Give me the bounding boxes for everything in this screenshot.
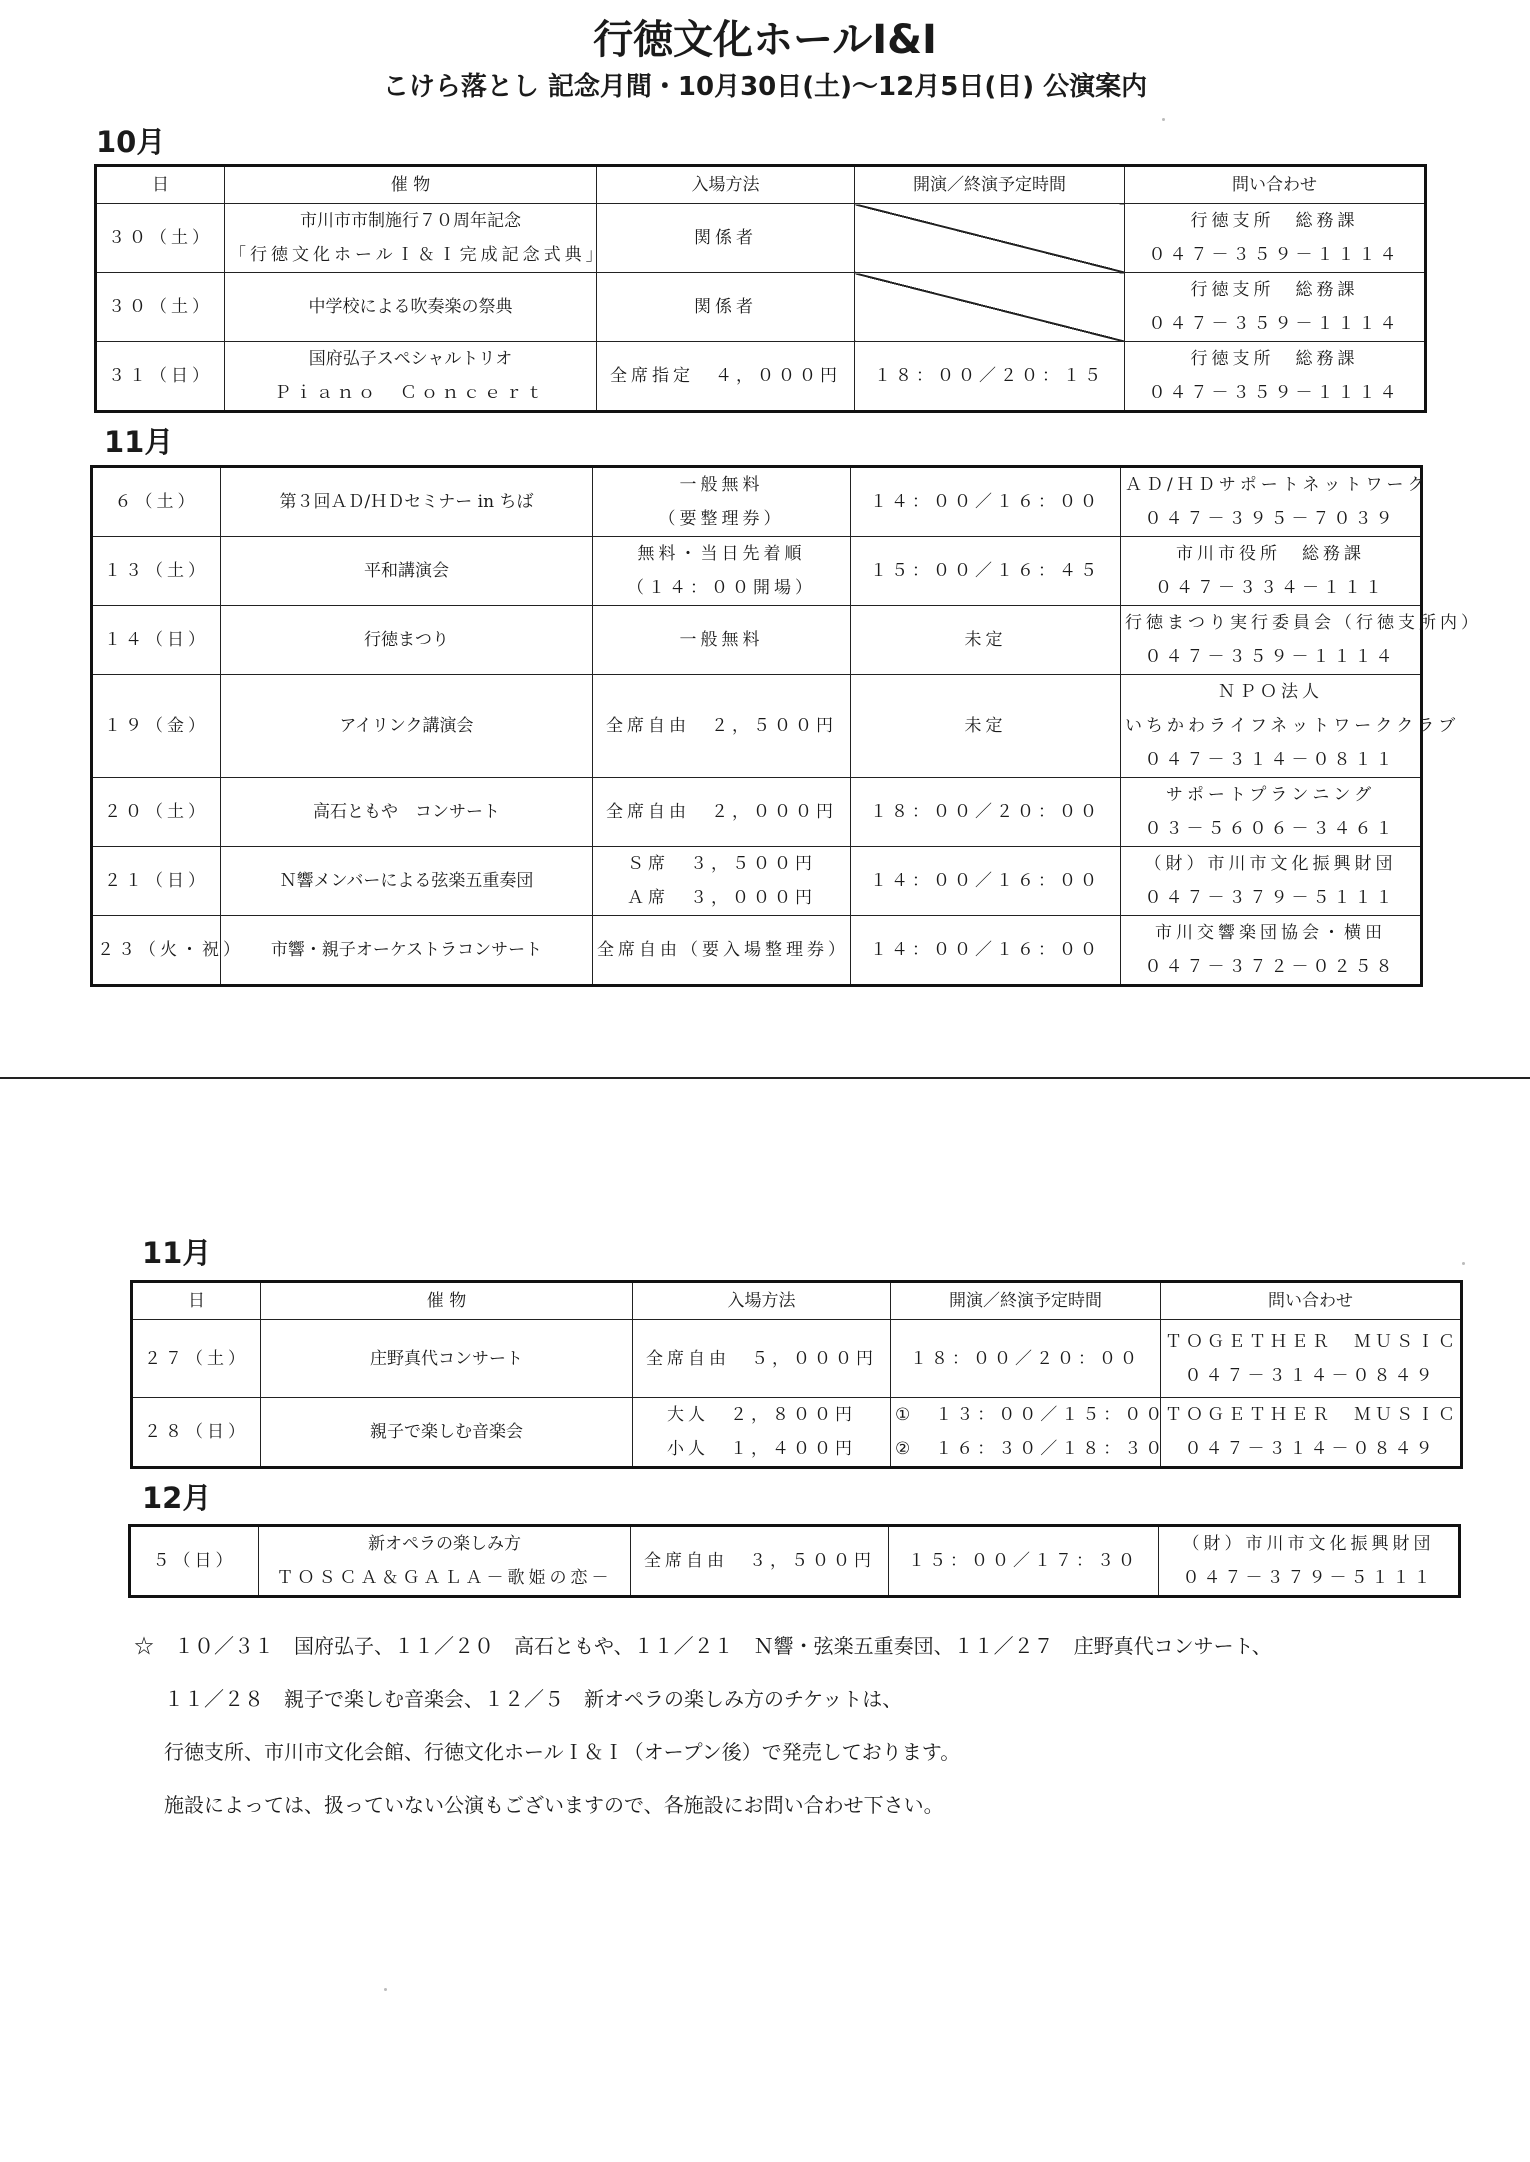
admission-cell	[593, 778, 851, 847]
time-line: 未定	[964, 630, 1007, 650]
time-cell	[851, 778, 1121, 847]
contact-line: （財）市川市文化振興財団	[1182, 1534, 1435, 1554]
schedule-table-november-continued	[130, 1280, 1463, 1469]
time-line: １８：００／２０：００	[910, 1348, 1141, 1369]
event-cell	[225, 204, 607, 273]
event-line: 平和講演会	[364, 561, 449, 581]
header-time: 開演／終演予定時間	[855, 166, 1125, 204]
time-cell	[855, 273, 1125, 342]
date-cell: ２０（土）	[92, 778, 221, 847]
header-admission: 入場方法	[597, 166, 855, 204]
contact-line: 行徳まつり実行委員会（行徳支所内）	[1125, 613, 1482, 633]
header-event: 催 物	[225, 166, 597, 204]
contact-line: ０４７－３３４－１１１	[1155, 578, 1386, 598]
page-title: 行徳文化ホールI&I	[593, 17, 937, 63]
event-cell	[221, 606, 593, 675]
table-row	[92, 537, 1422, 606]
time-line: ① １３：００／１５：００	[895, 1405, 1167, 1425]
time-cell	[851, 847, 1121, 916]
event-line: 新オペラの楽しみ方	[368, 1534, 521, 1554]
date-cell: ２７（土）	[132, 1320, 261, 1398]
admission-line: 関係者	[694, 297, 757, 317]
admission-line: 無料・当日先着順	[637, 544, 806, 564]
date-cell: １３（土）	[92, 537, 221, 606]
date-cell: １４（日）	[92, 606, 221, 675]
event-line: 第３回ＡＤ/ＨＤセミナー in ちば	[279, 492, 534, 512]
table-row	[130, 1526, 1460, 1597]
admission-cell	[631, 1526, 889, 1597]
contact-cell	[1121, 467, 1429, 537]
time-cell	[851, 467, 1121, 537]
scan-speck	[384, 1988, 387, 1991]
table-row	[96, 342, 1426, 412]
event-cell	[221, 467, 593, 537]
contact-line: ０４７－３１４－０８４９	[1184, 1365, 1437, 1386]
scan-speck	[1462, 1262, 1465, 1265]
table-row	[132, 1320, 1462, 1398]
date-cell: ５（日）	[130, 1526, 259, 1597]
contact-cell	[1121, 847, 1422, 916]
event-line: 市響・親子オーケストラコンサート	[270, 940, 543, 960]
admission-line: （要整理券）	[658, 509, 785, 529]
header-date: 日	[132, 1282, 261, 1320]
admission-line: （１４：００開場）	[627, 578, 816, 598]
header-event: 催 物	[261, 1282, 633, 1320]
time-cell	[851, 916, 1121, 986]
contact-line: 行徳支所 総務課	[1190, 280, 1359, 300]
table-row	[96, 273, 1426, 342]
contact-line: いちかわライフネットワーククラブ	[1125, 716, 1460, 736]
admission-line: 全席自由（要入場整理券）	[597, 940, 849, 960]
event-cell	[261, 1320, 633, 1398]
contact-line: 市川市役所 総務課	[1176, 544, 1365, 564]
event-cell	[221, 847, 593, 916]
contact-line: ０４７－３９５－７０３９	[1144, 509, 1397, 529]
admission-cell	[593, 537, 851, 606]
date-cell: ３１（日）	[96, 342, 225, 412]
event-line: Ｎ響メンバーによる弦楽五重奏団	[279, 871, 534, 891]
time-cell	[851, 606, 1121, 675]
admission-line: 一般無料	[679, 475, 764, 495]
ticket-notes	[134, 1620, 1272, 1832]
admission-cell	[597, 204, 855, 273]
admission-cell	[593, 467, 851, 537]
contact-line: ０４７－３５９－１１１４	[1148, 314, 1401, 334]
event-cell	[221, 778, 593, 847]
contact-cell	[1125, 204, 1426, 273]
admission-cell	[597, 342, 855, 412]
page-divider	[0, 1077, 1530, 1079]
contact-line: ０４７－３５９－１１１４	[1148, 383, 1401, 403]
date-cell: ２３（火・祝）	[92, 916, 221, 986]
contact-line: ＴＯＧＥＴＨＥＲ ＭＵＳＩＣ	[1165, 1405, 1459, 1425]
header-time: 開演／終演予定時間	[891, 1282, 1161, 1320]
contact-cell	[1161, 1398, 1462, 1468]
event-cell	[225, 342, 597, 412]
event-line: 市川市市制施行７０周年記念	[300, 211, 521, 231]
admission-line: 一般無料	[679, 630, 764, 650]
event-line: 「行徳文化ホールＩ＆Ｉ完成記念式典」	[229, 245, 607, 265]
table-row	[92, 606, 1422, 675]
header-contact: 問い合わせ	[1125, 166, 1426, 204]
event-cell	[221, 675, 593, 778]
schedule-table-november	[90, 465, 1482, 987]
contact-line: ０４７－３１４－０８４９	[1184, 1439, 1437, 1459]
table-row	[92, 916, 1422, 986]
admission-line: 全席自由 ３，５００円	[644, 1551, 875, 1571]
event-line: Ｐｉａｎｏ Ｃｏｎｃｅｒｔ	[274, 383, 547, 403]
contact-line: ＡＤ/ＨＤサポートネットワーク	[1125, 475, 1429, 495]
contact-line: ０３－５６０６－３４６１	[1144, 819, 1397, 839]
table-row	[96, 204, 1426, 273]
time-line: 未定	[964, 716, 1007, 736]
time-line: ② １６：３０／１８：３０	[895, 1439, 1167, 1459]
contact-cell	[1121, 778, 1422, 847]
note-line: 施設によっては、扱っていない公演もございますので、各施設にお問い合わせ下さい。	[164, 1793, 944, 1817]
event-line: 行徳まつり	[364, 630, 449, 650]
admission-line: 関係者	[694, 228, 757, 248]
contact-line: ０４７－３７９－５１１１	[1144, 888, 1397, 908]
time-cell	[891, 1320, 1161, 1398]
admission-cell	[593, 675, 851, 778]
admission-cell	[593, 916, 851, 986]
date-cell: ６（土）	[92, 467, 221, 537]
date-cell: ２８（日）	[132, 1398, 261, 1468]
note-line: １１／２８ 親子で楽しむ音楽会、１２／５ 新オペラの楽しみ方のチケットは、	[164, 1687, 903, 1711]
contact-line: ０４７－３１４－０８１１	[1144, 750, 1397, 770]
admission-cell	[593, 847, 851, 916]
contact-line: ＮＰＯ法人	[1218, 682, 1323, 702]
time-line: １８：００／２０：１５	[874, 366, 1105, 386]
event-line: 中学校による吹奏楽の祭典	[308, 297, 513, 317]
contact-cell	[1161, 1320, 1462, 1398]
event-line: 親子で楽しむ音楽会	[370, 1422, 523, 1442]
month-label-december: 12月	[142, 1481, 212, 1515]
header-date: 日	[96, 166, 225, 204]
table-row	[92, 675, 1422, 778]
time-cell	[891, 1398, 1167, 1468]
admission-line: Ａ席 ３，０００円	[627, 888, 816, 908]
event-cell	[261, 1398, 633, 1468]
table-header-row	[132, 1282, 1462, 1320]
admission-cell	[633, 1320, 891, 1398]
event-line: 国府弘子スペシャルトリオ	[308, 349, 513, 369]
contact-cell	[1159, 1526, 1460, 1597]
table-row	[92, 778, 1422, 847]
note-line: ☆ １０／３１ 国府弘子、１１／２０ 高石ともや、１１／２１ Ｎ響・弦楽五重奏団、１１／２７ 庄野真代コンサート、	[134, 1634, 1272, 1658]
table-row	[92, 847, 1422, 916]
date-cell: ２１（日）	[92, 847, 221, 916]
contact-line: ０４７－３５９－１１１４	[1148, 245, 1401, 265]
admission-cell	[633, 1398, 891, 1468]
header-admission: 入場方法	[633, 1282, 891, 1320]
contact-line: 市川交響楽団協会・横田	[1155, 923, 1386, 943]
contact-cell	[1121, 537, 1422, 606]
admission-line: 小人 １，４００円	[667, 1439, 856, 1459]
event-line: ＴＯＳＣＡ＆ＧＡＬＡ－歌姫の恋－	[276, 1568, 613, 1588]
scan-speck	[1162, 118, 1165, 121]
contact-line: ０４７－３７２－０２５８	[1144, 957, 1397, 977]
event-line: アイリンク講演会	[339, 716, 474, 736]
contact-line: （財）市川市文化振興財団	[1144, 854, 1397, 874]
event-line: 高石ともや コンサート	[313, 802, 500, 822]
contact-line: サポートプランニング	[1165, 785, 1376, 805]
time-line: １５：００／１７：３０	[908, 1551, 1139, 1571]
contact-line: 行徳支所 総務課	[1190, 211, 1359, 231]
contact-cell	[1121, 606, 1482, 675]
header-contact: 問い合わせ	[1161, 1282, 1462, 1320]
event-line: 庄野真代コンサート	[370, 1348, 523, 1369]
page-subtitle: こけら落とし 記念月間・10月30日(土)～12月5日(日) 公演案内	[382, 72, 1148, 102]
admission-line: Ｓ席 ３，５００円	[627, 854, 816, 874]
contact-cell	[1121, 916, 1422, 986]
table-header-row	[96, 166, 1426, 204]
time-cell	[855, 342, 1125, 412]
event-cell	[221, 537, 593, 606]
admission-line: 全席自由 ２，５００円	[606, 716, 837, 736]
contact-line: ０４７－３７９－５１１１	[1182, 1568, 1435, 1588]
time-cell	[855, 204, 1125, 273]
event-cell	[225, 273, 597, 342]
time-line: １５：００／１６：４５	[870, 561, 1101, 581]
contact-cell	[1121, 675, 1460, 778]
table-row	[132, 1398, 1462, 1468]
contact-line: ０４７－３５９－１１１４	[1144, 647, 1397, 667]
time-cell	[851, 675, 1121, 778]
contact-cell	[1125, 342, 1426, 412]
event-cell	[259, 1526, 631, 1597]
time-line: １４：００／１６：００	[870, 871, 1101, 891]
month-label-october: 10月	[96, 125, 166, 159]
note-line: 行徳支所、市川市文化会館、行徳文化ホールＩ＆Ｉ（オープン後）で発売しております。	[164, 1740, 961, 1764]
month-label-november: 11月	[104, 425, 174, 459]
event-cell	[221, 916, 593, 986]
admission-cell	[593, 606, 851, 675]
schedule-table-december	[128, 1524, 1461, 1598]
contact-line: 行徳支所 総務課	[1190, 349, 1359, 369]
date-cell: ３０（土）	[96, 273, 225, 342]
table-row	[92, 467, 1422, 537]
date-cell: ３０（土）	[96, 204, 225, 273]
date-cell: １９（金）	[92, 675, 221, 778]
admission-line: 全席自由 ２，０００円	[606, 802, 837, 822]
time-line: １８：００／２０：００	[870, 802, 1101, 822]
time-cell	[851, 537, 1121, 606]
admission-cell	[597, 273, 855, 342]
time-cell	[889, 1526, 1159, 1597]
contact-line: ＴＯＧＥＴＨＥＲ ＭＵＳＩＣ	[1165, 1331, 1459, 1352]
month-label-november-continued: 11月	[142, 1236, 212, 1270]
admission-line: 全席指定 ４，０００円	[610, 366, 841, 386]
schedule-table-october	[94, 164, 1427, 413]
contact-cell	[1125, 273, 1426, 342]
admission-line: 大人 ２，８００円	[667, 1405, 856, 1425]
time-line: １４：００／１６：００	[870, 940, 1101, 960]
time-line: １４：００／１６：００	[870, 492, 1101, 512]
admission-line: 全席自由 ５，０００円	[646, 1348, 877, 1369]
